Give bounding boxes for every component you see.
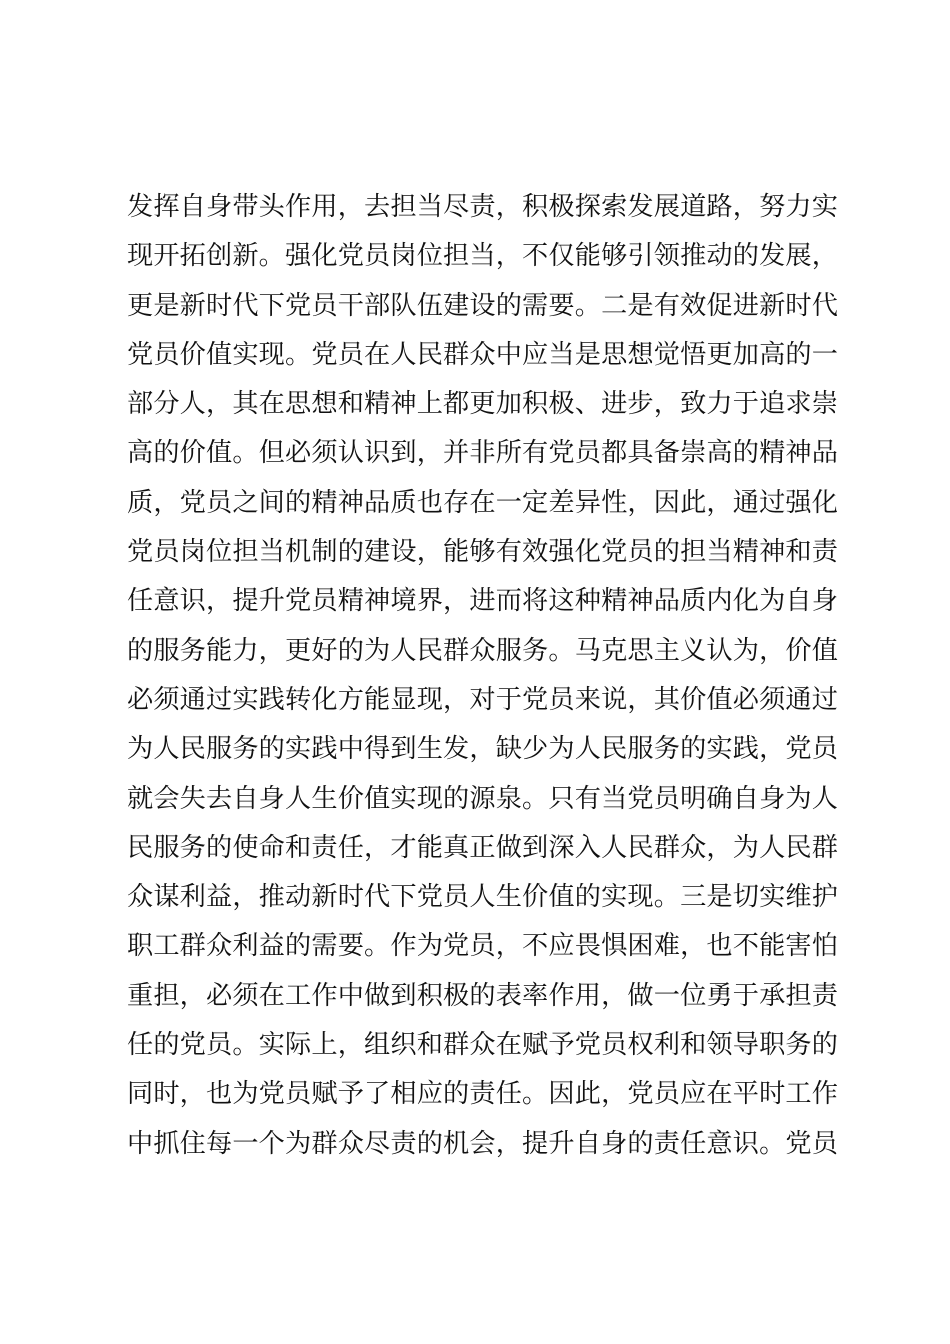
text-line: 就会失去自身人生价值实现的源泉。只有当党员明确自身为人 [127,783,839,814]
text-line: 同时，也为党员赋予了相应的责任。因此，党员应在平时工作 [127,1079,839,1110]
text-line: 任意识，提升党员精神境界，进而将这种精神品质内化为自身 [127,586,839,617]
text-line: 必须通过实践转化方能显现，对于党员来说，其价值必须通过 [127,684,839,715]
text-line: 党员价值实现。党员在人民群众中应当是思想觉悟更加高的一 [127,339,839,370]
text-line: 更是新时代下党员干部队伍建设的需要。二是有效促进新时代 [127,290,839,321]
text-line: 高的价值。但必须认识到，并非所有党员都具备崇高的精神品 [127,438,839,469]
text-line: 的服务能力，更好的为人民群众服务。马克思主义认为，价值 [127,635,839,666]
body-paragraph [127,183,847,1169]
text-line: 重担，必须在工作中做到积极的表率作用，做一位勇于承担责 [127,980,839,1011]
text-line: 为人民服务的实践中得到生发，缺少为人民服务的实践，党员 [127,734,839,765]
text-line: 众谋利益，推动新时代下党员人生价值的实现。三是切实维护 [127,882,839,913]
text-line: 任的党员。实际上，组织和群众在赋予党员权利和领导职务的 [127,1030,839,1061]
text-line: 职工群众利益的需要。作为党员，不应畏惧困难，也不能害怕 [127,931,839,962]
text-line: 质，党员之间的精神品质也存在一定差异性，因此，通过强化 [127,487,839,518]
text-line: 现开拓创新。强化党员岗位担当，不仅能够引领推动的发展， [127,241,839,272]
text-line: 党员岗位担当机制的建设，能够有效强化党员的担当精神和责 [127,537,839,568]
text-line: 中抓住每一个为群众尽责的机会，提升自身的责任意识。党员 [127,1128,839,1159]
text-line: 部分人，其在思想和精神上都更加积极、进步，致力于追求崇 [127,389,839,420]
text-line: 发挥自身带头作用，去担当尽责，积极探索发展道路，努力实 [127,192,839,222]
text-line: 民服务的使命和责任，才能真正做到深入人民群众，为人民群 [127,832,839,863]
